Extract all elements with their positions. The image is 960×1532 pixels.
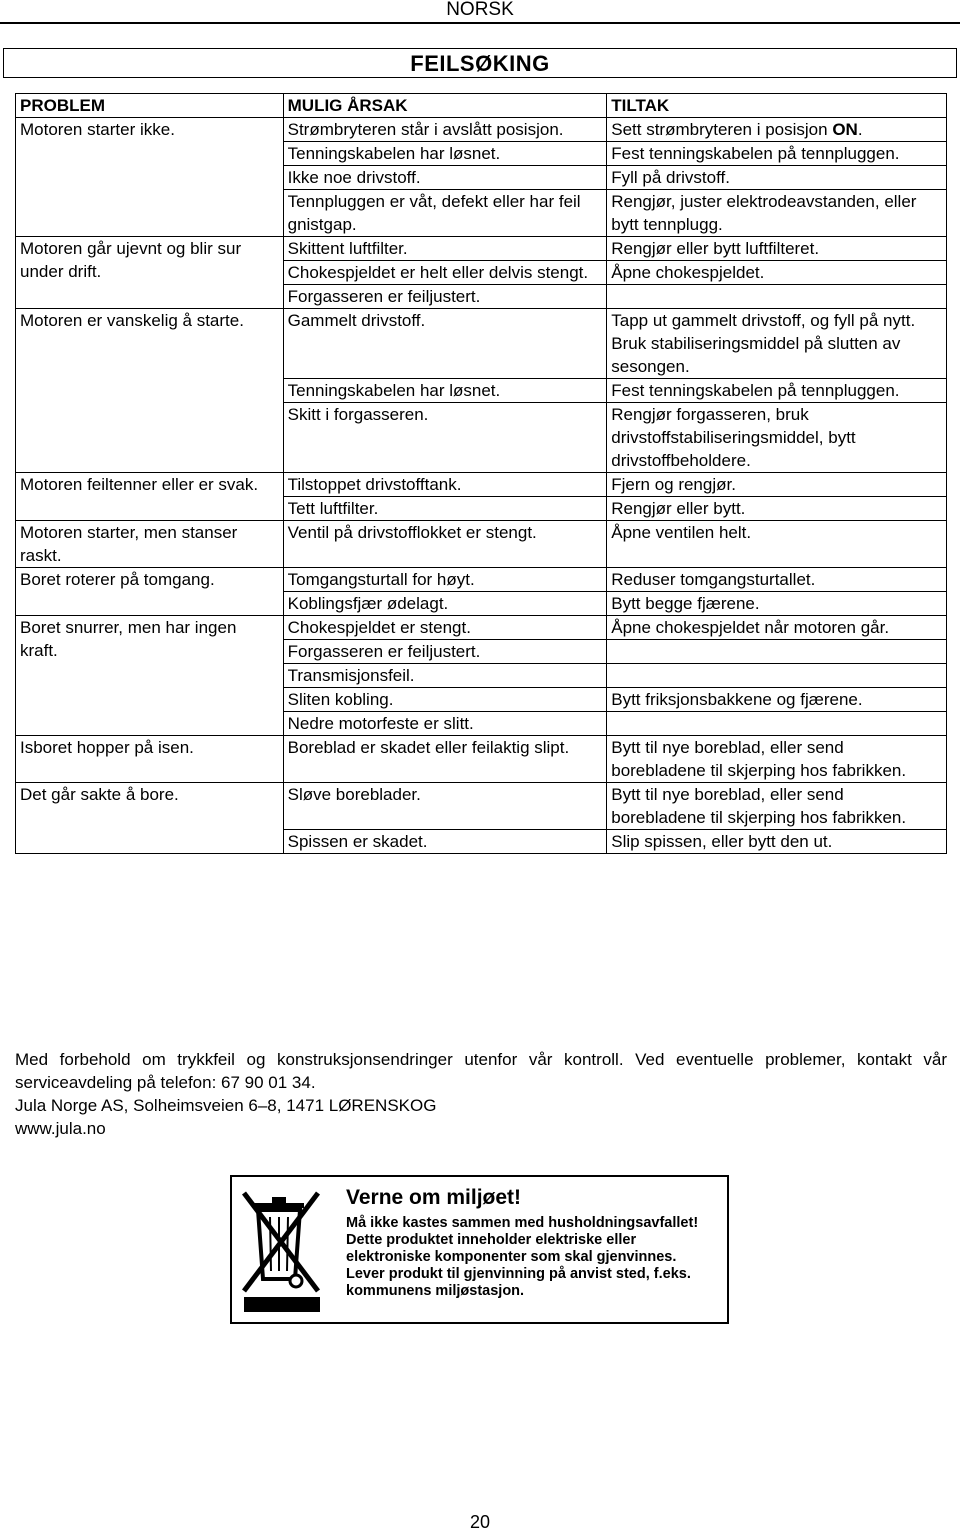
- environment-line: Lever produkt til gjenvinning på anvist sted, f.eks.: [346, 1266, 691, 1282]
- action-cell: Reduser tomgangsturtallet.: [607, 568, 947, 592]
- header-problem: PROBLEM: [16, 94, 284, 118]
- action-cell: Fest tenningskabelen på tennpluggen.: [607, 379, 947, 403]
- action-cell: Rengjør eller bytt.: [607, 497, 947, 521]
- action-cell: Bytt til nye boreblad, eller send borebladene til skjerping hos fabrikken.: [607, 783, 947, 830]
- action-cell: [607, 118, 947, 142]
- header-cause: MULIG ÅRSAK: [283, 94, 607, 118]
- problem-cell: Motoren er vanskelig å starte.: [16, 309, 284, 473]
- cause-cell: Sliten kobling.: [283, 688, 607, 712]
- cause-cell: Boreblad er skadet eller feilaktig slipt.: [283, 736, 607, 783]
- action-text-end: .: [857, 120, 863, 139]
- action-cell: Rengjør forgasseren, bruk drivstoffstabiliseringsmiddel, bytt drivstoffbeholdere.: [607, 403, 947, 473]
- action-text: Sett strømbryteren i posisjon: [611, 120, 833, 139]
- cause-cell: Skittent luftfilter.: [283, 237, 607, 261]
- table-header-row: [16, 94, 947, 118]
- footer-website: www.jula.no: [15, 1119, 106, 1138]
- cause-cell: Forgasseren er feiljustert.: [283, 285, 607, 309]
- action-cell: Bytt til nye boreblad, eller send borebladene til skjerping hos fabrikken.: [607, 736, 947, 783]
- problem-cell: Motoren feiltenner eller er svak.: [16, 473, 284, 521]
- action-cell: Slip spissen, eller bytt den ut.: [607, 830, 947, 854]
- troubleshooting-table: [15, 93, 947, 854]
- environment-title: Verne om miljøet!: [346, 1186, 522, 1209]
- problem-cell: Isboret hopper på isen.: [16, 736, 284, 783]
- action-cell: Bytt friksjonsbakkene og fjærene.: [607, 688, 947, 712]
- cause-cell: Spissen er skadet.: [283, 830, 607, 854]
- action-cell: Åpne chokespjeldet.: [607, 261, 947, 285]
- cause-cell: Skitt i forgasseren.: [283, 403, 607, 473]
- cause-cell: Chokespjeldet er stengt.: [283, 616, 607, 640]
- cause-cell: Sløve boreblader.: [283, 783, 607, 830]
- header-action: TILTAK: [607, 94, 947, 118]
- table-row: [16, 118, 947, 142]
- environment-line: elektroniske komponenter som skal gjenvinnes.: [346, 1249, 677, 1265]
- action-cell: [607, 664, 947, 688]
- cause-cell: Tomgangsturtall for høyt.: [283, 568, 607, 592]
- table-row: [16, 521, 947, 568]
- action-cell: Åpne chokespjeldet når motoren går.: [607, 616, 947, 640]
- cause-cell: Nedre motorfeste er slitt.: [283, 712, 607, 736]
- problem-cell: Boret roterer på tomgang.: [16, 568, 284, 616]
- action-cell: Rengjør eller bytt luftfilteret.: [607, 237, 947, 261]
- action-cell: Fjern og rengjør.: [607, 473, 947, 497]
- cause-cell: Forgasseren er feiljustert.: [283, 640, 607, 664]
- crossed-bin-icon: [238, 1183, 328, 1316]
- action-cell: Tapp ut gammelt drivstoff, og fyll på nytt. Bruk stabiliseringsmiddel på slutten av sesongen.: [607, 309, 947, 379]
- action-cell: [607, 712, 947, 736]
- cause-cell: Chokespjeldet er helt eller delvis stengt.: [283, 261, 607, 285]
- cause-cell: Ventil på drivstofflokket er stengt.: [283, 521, 607, 568]
- table-row: [16, 568, 947, 592]
- cause-cell: Gammelt drivstoff.: [283, 309, 607, 379]
- action-cell: Rengjør, juster elektrodeavstanden, eller bytt tennplugg.: [607, 190, 947, 237]
- cause-cell: Transmisjonsfeil.: [283, 664, 607, 688]
- environment-notice: [230, 1175, 729, 1324]
- action-cell: [607, 640, 947, 664]
- table-row: [16, 616, 947, 640]
- page-number: 20: [469, 1512, 491, 1532]
- problem-cell: Motoren starter, men stanser raskt.: [16, 521, 284, 568]
- action-cell: Fest tenningskabelen på tennpluggen.: [607, 142, 947, 166]
- cause-cell: Ikke noe drivstoff.: [283, 166, 607, 190]
- cause-cell: Koblingsfjær ødelagt.: [283, 592, 607, 616]
- table-row: [16, 309, 947, 379]
- problem-cell: Motoren går ujevnt og blir sur under drift.: [16, 237, 284, 309]
- table-row: [16, 783, 947, 830]
- cause-cell: Tenningskabelen har løsnet.: [283, 142, 607, 166]
- action-cell: Bytt begge fjærene.: [607, 592, 947, 616]
- environment-line: Må ikke kastes sammen med husholdningsavfallet!: [346, 1215, 699, 1231]
- problem-cell: Boret snurrer, men har ingen kraft.: [16, 616, 284, 736]
- action-cell: [607, 285, 947, 309]
- environment-text: [346, 1215, 721, 1300]
- problem-cell: Det går sakte å bore.: [16, 783, 284, 854]
- page-title: FEILSØKING: [410, 51, 550, 76]
- footer-disclaimer: Med forbehold om trykkfeil og konstruksjonsendringer utenfor vår kontroll. Ved eventuelle problemer, kontakt vår serviceavdeling på telefon: 67 90 01 34.: [15, 1050, 947, 1092]
- footer-address: Jula Norge AS, Solheimsveien 6–8, 1471 LØRENSKOG: [15, 1096, 437, 1115]
- footer-note: [15, 1048, 947, 1140]
- header-divider: [0, 22, 960, 24]
- cause-cell: Tennpluggen er våt, defekt eller har feil gnistgap.: [283, 190, 607, 237]
- environment-line: Dette produktet inneholder elektriske eller: [346, 1232, 637, 1248]
- table-row: [16, 736, 947, 783]
- cause-cell: Strømbryteren står i avslått posisjon.: [283, 118, 607, 142]
- cause-cell: Tett luftfilter.: [283, 497, 607, 521]
- cause-cell: Tenningskabelen har løsnet.: [283, 379, 607, 403]
- header-language: NORSK: [446, 0, 514, 20]
- table-row: [16, 473, 947, 497]
- table-row: [16, 237, 947, 261]
- environment-line: kommunens miljøstasjon.: [346, 1283, 525, 1299]
- action-cell: Åpne ventilen helt.: [607, 521, 947, 568]
- action-emphasis: ON: [832, 120, 858, 139]
- problem-cell: Motoren starter ikke.: [16, 118, 284, 237]
- cause-cell: Tilstoppet drivstofftank.: [283, 473, 607, 497]
- action-cell: Fyll på drivstoff.: [607, 166, 947, 190]
